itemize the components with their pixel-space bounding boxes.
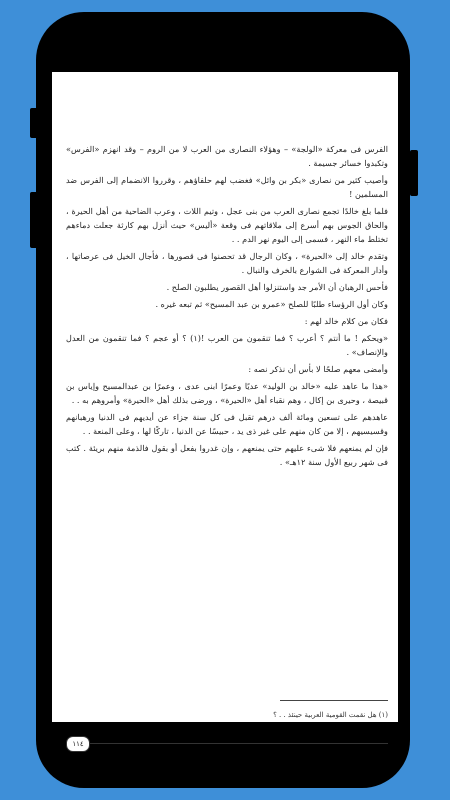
paragraph-12: فإن لم يمنعهم فلا شىء عليهم حتى يمنعهم ، وإن غدروا بفعل أو بقول فالذمة منهم بريئة . كتب فى شهر ربيع الأول سنة ١٢هـ» . [66, 443, 388, 467]
paragraph-5: فأحس الرهبان أن الأمر جد واستنزلوا أهل القصور يطلبون الصلح . [166, 282, 388, 292]
paragraph-2: وأصيب كثير من نصارى «بكر بن وائل» فغضب لهم حلفاؤهم ، وقرروا الانضمام إلى الفرس ضد المسلمين ! [66, 175, 388, 199]
paragraph-9: وأمضى معهم صلحًا لا بأس أن نذكر نصه : [248, 364, 388, 374]
paragraph-6: وكان أول الرؤساء طلبًا للصلح «عمرو بن عبد المسيح» ثم تبعه غيره . [155, 299, 388, 309]
phone-power-button [410, 150, 418, 196]
footnote-divider [280, 700, 388, 701]
paragraph-4: وتقدم خالد إلى «الحيرة» ، وكان الرجال قد تحصنوا فى قصورها ، فأجال الخيل فى عرصاتها ، وأدار المعركة فى الشوارع بالخرف والنبال . [66, 251, 388, 275]
document-page[interactable] [52, 72, 398, 748]
page-body [66, 142, 388, 719]
page-number: ١١٤ [66, 736, 90, 752]
footer-rule [88, 743, 388, 744]
paragraph-7: فكان من كلام خالد لهم : [304, 316, 388, 326]
paragraph-3: فلما بلغ خالدًا تجمع نصارى العرب من بنى عجل ، وتيم اللات ، وعرب الضاحية من أهل الحيرة ، والحاق الجوس بهم أسرع إلى ملاقاتهم فى وقعة «أليس» حيث أنزل بهم كارثة جعلت دماءهم تختلط ماء النهر ، فسمى إلى اليوم نهر الدم . . [66, 206, 388, 244]
paragraph-8: «ويحكم ! ما أنتم ؟ أعرب ؟ فما تنقمون من العرب !(١) ؟ أو عجم ؟ فما تنقمون من العدل والإنصاف» . [66, 333, 388, 357]
paragraph-11: عاهدهم على تسعين ومائة ألف درهم تقبل فى كل سنة جزاء عن أيديهم فى الدنيا ورهبانهم وقسيسيهم ، إلا من كان منهم على غير ذى يد ، حبيسًا عن الدنيا ، تاركًا لها ، وعلى المنعة . . [66, 412, 388, 436]
footnote: (١) هل نقمت القومية العربية حينئذ . . ؟ [273, 711, 388, 719]
paragraph-1: الفرس فى معركة «الولجة» – وهؤلاء النصارى من العرب لا من الروم – وقد انهزم «الفرس» وتكبدوا خسائر جسيمة . [66, 144, 388, 168]
page-footer [66, 736, 388, 750]
paragraph-10: «هذا ما عاهد عليه «خالد بن الوليد» عديًا وعمرًا ابنى عدى ، وعمرًا بن عبدالمسيح وإياس بن قبيصة ، وحيرى بن إكال ، وهم نقباء أهل «الحيرة» ، ورضى بذلك أهل «الحيرة» وأمروهم به . . [66, 381, 388, 405]
